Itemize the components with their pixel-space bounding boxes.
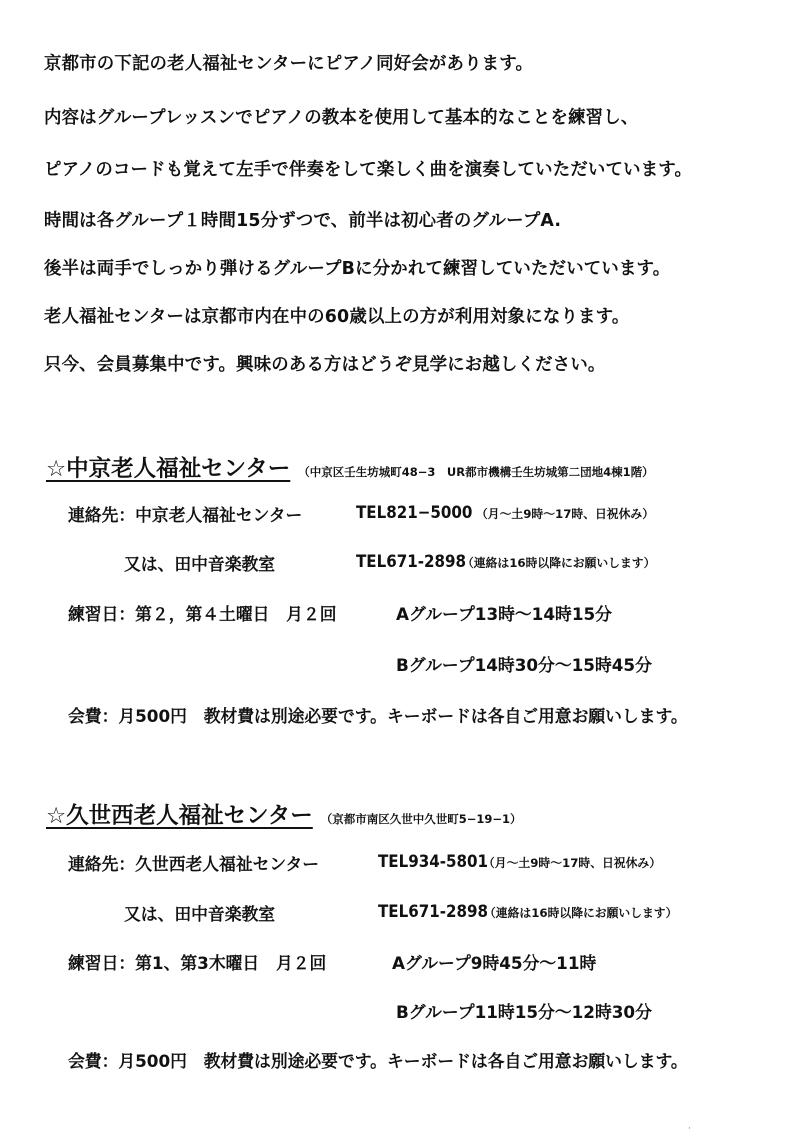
section-1-fee: 会費：月500円 教材費は別途必要です。キーボードは各自ご用意お願いします。 <box>68 706 688 726</box>
section-2-alt-tel: TEL671-2898 <box>378 901 489 921</box>
section-2-practice-label: 練習日：第1、第3木曜日 月２回 <box>68 953 327 973</box>
section-2-alt-label: 又は、田中音楽教室 <box>124 904 276 924</box>
section-2-contact-label: 連絡先：久世西老人福祉センター <box>68 854 320 874</box>
section-1-practice-label: 練習日：第２，第４土曜日 月２回 <box>68 604 337 624</box>
section-2-alt-note: （連絡は16時以降にお願いします） <box>484 906 678 920</box>
section-2-group-a: Aグループ9時45分〜11時 <box>392 953 597 973</box>
section-2-address: （京都市南区久世中久世町5−19−1） <box>320 812 522 826</box>
section-2-contact-note: （月〜土9時〜17時、日祝休み） <box>483 856 661 870</box>
section-2-contact-tel: TEL934-5801 <box>378 851 489 871</box>
section-1-title: ☆中京老人福祉センター <box>46 456 291 482</box>
section-2-group-b: Bグループ11時15分〜12時30分 <box>396 1002 652 1022</box>
section-1-address: （中京区壬生坊城町48−3 UR都市機構壬生坊城第二団地4棟1階） <box>298 465 654 479</box>
section-2-title: ☆久世西老人福祉センター <box>46 803 313 829</box>
section-1-group-a: Aグループ13時〜14時15分 <box>396 604 612 624</box>
intro-line-7: 只今、会員募集中です。興味のある方はどうぞ見学にお越しください。 <box>44 355 606 375</box>
section-1-alt-note: （連絡は16時以降にお願いします） <box>462 556 656 570</box>
section-1-group-b: Bグループ14時30分〜15時45分 <box>396 655 652 675</box>
section-1-alt-label: 又は、田中音楽教室 <box>124 554 276 574</box>
section-1-heading <box>46 451 654 483</box>
section-2-heading <box>46 798 522 830</box>
scan-mark: · <box>688 1124 691 1134</box>
section-1-contact-note: （月〜土9時〜17時、日祝休み） <box>476 507 654 521</box>
intro-line-3: ピアノのコードも覚えて左手で伴奏をして楽しく曲を演奏していただいています。 <box>44 160 693 180</box>
intro-line-5: 後半は両手でしっかり弾けるグループBに分かれて練習していただいています。 <box>44 259 671 279</box>
section-2-fee: 会費：月500円 教材費は別途必要です。キーボードは各自ご用意お願いします。 <box>68 1051 688 1071</box>
intro-line-1: 京都市の下記の老人福祉センターにピアノ同好会があります。 <box>44 54 534 74</box>
section-1-alt-tel: TEL671-2898 <box>356 551 467 571</box>
intro-line-4: 時間は各グループ１時間15分ずつで、前半は初心者のグループA. <box>44 211 562 231</box>
intro-line-2: 内容はグループレッスンでピアノの教本を使用して基本的なことを練習し、 <box>44 108 639 128</box>
section-1-contact-tel: TEL821−5000 <box>356 502 473 522</box>
intro-line-6: 老人福祉センターは京都市内在中の60歳以上の方が利用対象になります。 <box>44 307 630 327</box>
section-1-contact-label: 連絡先：中京老人福祉センター <box>68 505 303 525</box>
